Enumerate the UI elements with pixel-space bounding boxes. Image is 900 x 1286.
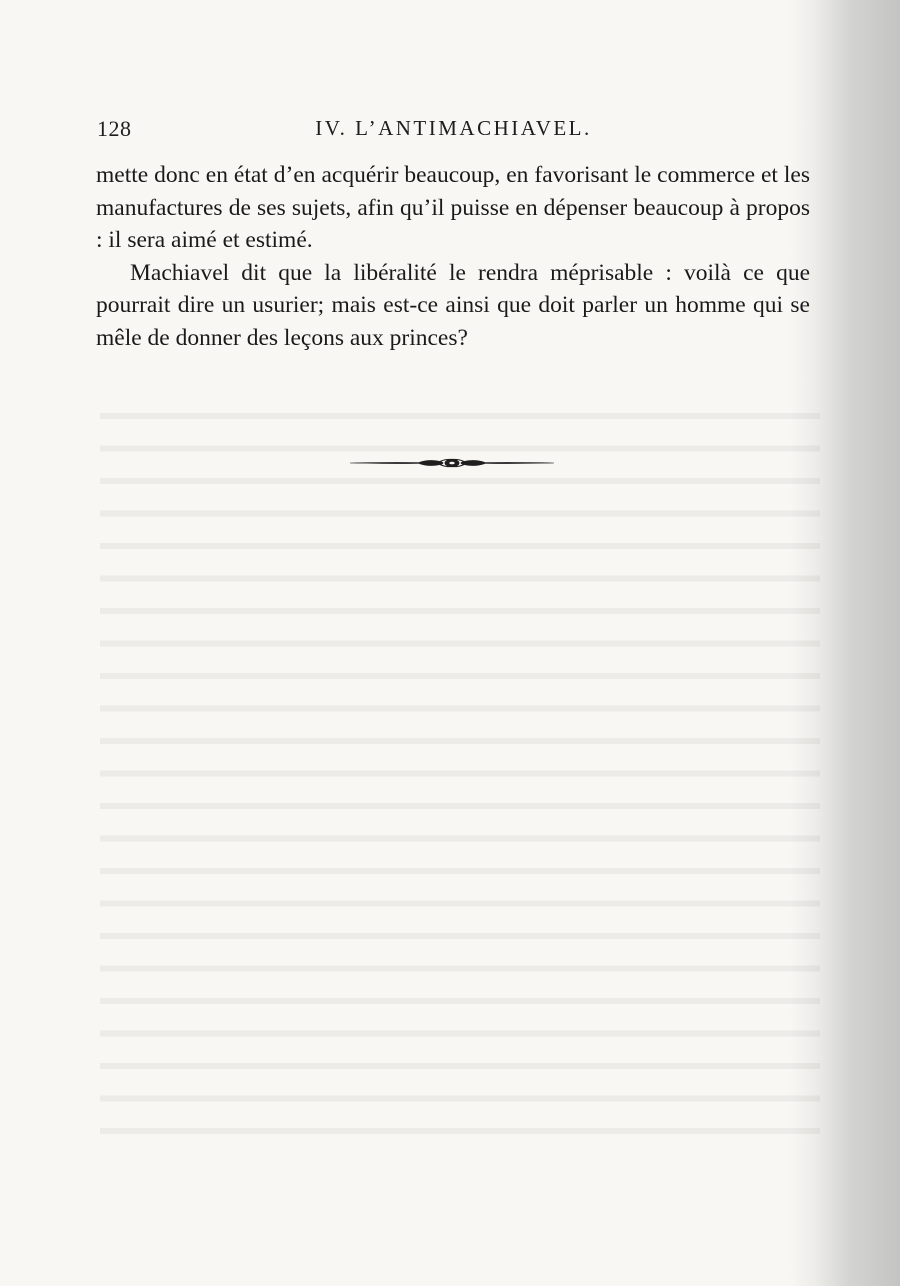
chapter-title: IV. L’ANTIMACHIAVEL. [315,116,592,140]
show-through-text [100,395,820,1155]
tailpiece-ornament-icon [348,454,556,472]
body-text [96,159,810,354]
running-head [97,116,810,146]
paragraph-machiavel: Machiavel dit que la libéralité le rendra méprisable : voilà ce que pourrait dire un usurier; mais est-ce ainsi que doit parler un homme qui se mêle de donner des leçons aux princes? [96,259,810,351]
page-number: 128 [97,116,132,141]
paragraph-continuation: mette donc en état d’en acquérir beaucoup, en favorisant le commerce et les manufactures de ses sujets, afin qu’il puisse en dépenser beaucoup à propos : il sera aimé et estimé. [96,162,810,253]
